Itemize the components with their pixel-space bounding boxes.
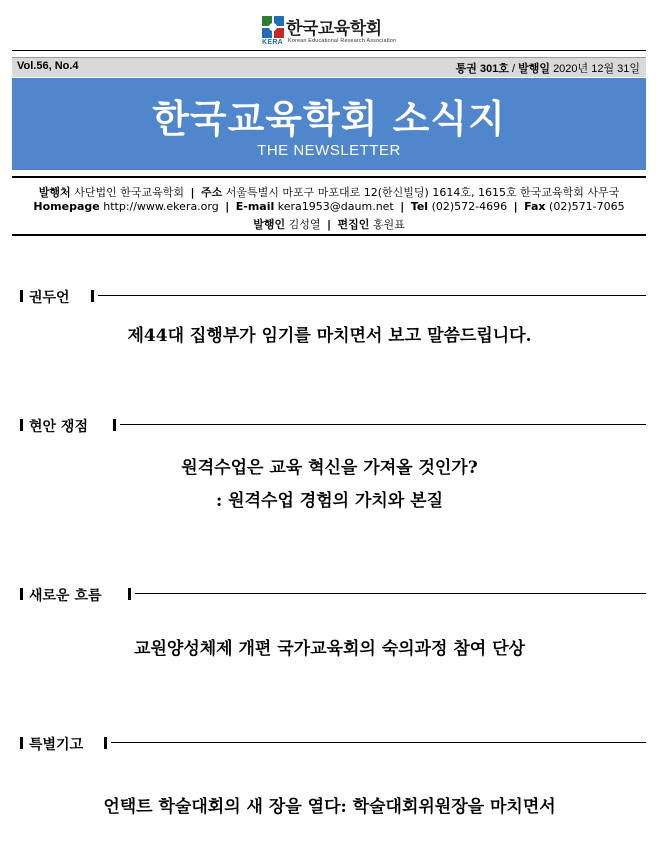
section-label: 특별기고: [29, 737, 84, 753]
homepage-label: Homepage: [33, 200, 100, 213]
section-bar-right: [128, 588, 131, 600]
email-label: E-mail: [235, 200, 275, 213]
separator: |: [326, 218, 332, 231]
date-label: 발행일: [518, 63, 550, 75]
separator: |: [513, 200, 518, 213]
section-rule: [120, 424, 646, 425]
address-label: 주소: [200, 186, 223, 199]
issue-info: 통권 301호 / 발행일 2020년 12월 31일: [455, 63, 640, 75]
email-link[interactable]: kera1953@daum.net: [277, 200, 394, 213]
logo-english: Korean Educational Research Association: [288, 38, 397, 44]
banner-title: 한국교육학회 소식지: [152, 97, 506, 141]
article-headline-special[interactable]: 언택트 학술대회의 새 장을 열다: 학술대회위원장을 마치면서: [103, 797, 556, 817]
section-bar-left: [20, 737, 23, 749]
section-bar-right: [104, 737, 107, 749]
article-subheadline-issues[interactable]: : 원격수업 경험의 가치와 본질: [215, 491, 443, 511]
publisher-value: 사단법인 한국교육학회: [74, 186, 184, 199]
homepage-link[interactable]: http://www.ekera.org: [103, 200, 219, 213]
section-rule: [98, 295, 646, 296]
separator: |: [225, 200, 230, 213]
publisher-line: [12, 184, 646, 200]
volume-band: [12, 57, 646, 77]
section-bar-right: [113, 419, 116, 431]
section-label: 현안 쟁점: [29, 419, 88, 435]
logo-abbr: KERA: [262, 39, 284, 46]
article-headline-trends[interactable]: 교원양성체제 개편 국가교육회의 숙의과정 참여 단상: [134, 639, 525, 659]
section-header-special: [20, 735, 646, 751]
separator: |: [190, 186, 195, 199]
article-headline-issues[interactable]: 원격수업은 교육 혁신을 가져올 것인가?: [181, 458, 478, 478]
kera-emblem-icon: [262, 16, 284, 38]
issue-label: 통권 301호: [455, 63, 509, 75]
section-bar-right: [91, 290, 94, 302]
address-value: 서울특별시 마포구 마포대로 12(한신빌딩) 1614호, 1615호 한국교육학회 사무국: [225, 186, 620, 199]
staff-line: [12, 216, 646, 232]
issuer-label: 발행인: [253, 218, 286, 231]
issuer-value: 김성열: [288, 218, 321, 231]
contact-line: [12, 200, 646, 213]
publisher-info: [12, 176, 646, 236]
newsletter-banner: [12, 78, 646, 170]
tel-label: Tel: [410, 200, 429, 213]
article-headline-preface[interactable]: 제44대 집행부가 임기를 마치면서 보고 말씀드립니다.: [127, 326, 532, 346]
fax-label: Fax: [524, 200, 546, 213]
section-bar-left: [20, 290, 23, 302]
date-value: 2020년 12월 31일: [553, 63, 640, 75]
top-divider: [12, 50, 646, 51]
tel-value: (02)572-4696: [431, 200, 508, 213]
section-label: 권두언: [29, 290, 70, 306]
separator: |: [400, 200, 405, 213]
logo-name: 한국교육학회: [286, 19, 382, 39]
section-header-issues: [20, 417, 646, 433]
section-label: 새로운 흐름: [29, 588, 102, 604]
section-bar-left: [20, 588, 23, 600]
editor-value: 홍원표: [372, 218, 405, 231]
publisher-label: 발행처: [38, 186, 71, 199]
section-rule: [111, 742, 646, 743]
kera-logo: [262, 14, 397, 46]
section-header-preface: [20, 288, 646, 304]
section-bar-left: [20, 419, 23, 431]
volume-number: Vol.56, No.4: [17, 60, 79, 72]
section-header-trends: [20, 586, 646, 602]
editor-label: 편집인: [337, 218, 370, 231]
fax-value: (02)571-7065: [549, 200, 625, 213]
banner-subtitle: THE NEWSLETTER: [257, 142, 401, 159]
section-rule: [135, 593, 646, 594]
